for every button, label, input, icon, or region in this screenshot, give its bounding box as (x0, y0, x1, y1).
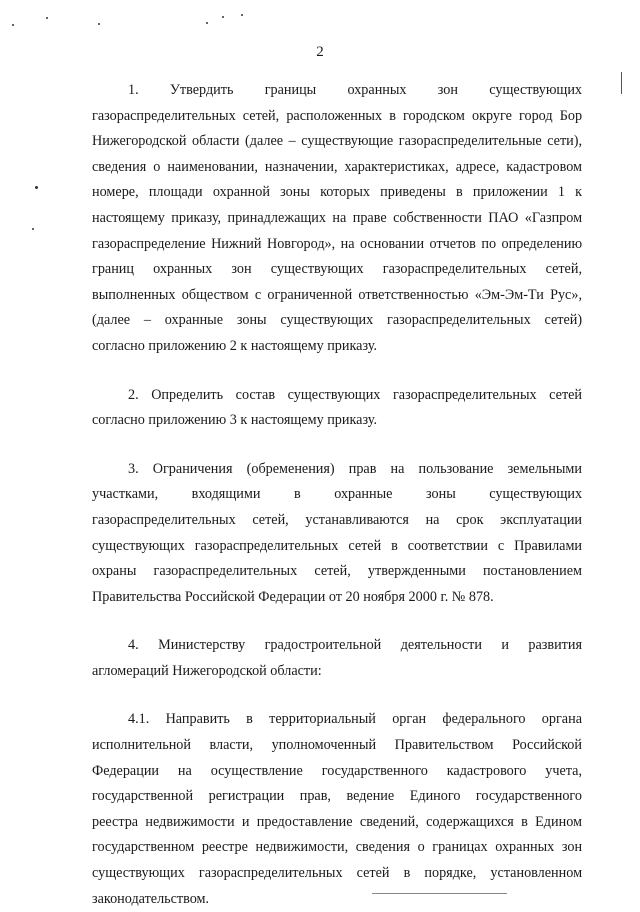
text-line: согласно приложению 3 к настоящему приказу. (92, 412, 377, 429)
text-line: сведения о наименовании, назначении, характеристиках, адресе, кадастровом (92, 158, 582, 175)
text-line: законодательством. (92, 890, 210, 907)
text-line: государственном реестре недвижимости, сведения о границах охранных зон (92, 839, 582, 856)
text-line: реестра недвижимости и предоставление сведений, содержащихся в Едином (92, 813, 582, 830)
scan-speck (206, 22, 208, 24)
text-line: существующих газораспределительных сетей в порядке, установленном (92, 865, 582, 882)
text-line: газораспределение Нижний Новгород», на основании отчетов по определению (92, 235, 582, 252)
scan-speck (98, 23, 100, 25)
scan-speck (32, 228, 34, 230)
text-line: Федерации на осуществление государственного кадастрового учета, (92, 762, 582, 779)
paragraph-4-1 (92, 707, 582, 912)
scan-speck (35, 186, 38, 189)
text-line: Нижегородской области (далее – существующие газораспределительные сети), (92, 133, 582, 150)
text-line: газораспределительных сетей, устанавливаются на срок эксплуатации (92, 511, 582, 528)
page-number: 2 (316, 44, 324, 60)
text-line: 4.1. Направить в территориальный орган федерального органа (128, 711, 582, 728)
text-line: выполненных обществом с ограниченной ответственностью «Эм-Эм-Ти Рус», (92, 286, 582, 303)
text-line: 2. Определить состав существующих газораспределительных сетей (128, 386, 582, 403)
scan-speck (12, 24, 14, 26)
text-line: существующих газораспределительных сетей в соответствии с Правилами (92, 537, 582, 554)
paragraph-3 (92, 457, 582, 611)
text-line: исполнительной власти, уполномоченный Правительством Российской (92, 737, 582, 754)
scan-edge-mark (621, 72, 622, 94)
text-line: границ охранных зон существующих газораспределительных сетей, (92, 261, 582, 278)
paragraph-1 (92, 78, 582, 360)
text-line: 1. Утвердить границы охранных зон существующих (128, 82, 582, 98)
text-line: агломераций Нижегородской области: (92, 662, 322, 679)
paragraph-2 (92, 383, 582, 434)
text-line: газораспределительных сетей, расположенных в городском округе город Бор (92, 107, 582, 124)
scan-speck (241, 14, 243, 16)
paragraph-4 (92, 633, 582, 684)
text-line: участками, входящими в охранные зоны существующих (92, 486, 582, 503)
text-line: 3. Ограничения (обременения) прав на пользование земельными (128, 460, 582, 477)
text-line: 4. Министерству градостроительной деятельности и развития (128, 637, 582, 654)
document-body (92, 78, 582, 912)
text-line: настоящему приказу, принадлежащих на праве собственности ПАО «Газпром (92, 209, 582, 226)
footer-rule (372, 893, 507, 894)
text-line: согласно приложению 2 к настоящему приказу. (92, 337, 377, 354)
text-line: охраны газораспределительных сетей, утвержденными постановлением (92, 563, 582, 580)
scan-speck (222, 16, 224, 18)
scan-speck (46, 17, 48, 19)
text-line: номере, площади охранной зоны которых приведены в приложении 1 к (92, 184, 582, 201)
text-line: (далее – охранные зоны существующих газораспределительных сетей) (92, 312, 582, 329)
text-line: Правительства Российской Федерации от 20 ноября 2000 г. № 878. (92, 588, 494, 605)
text-line: государственной регистрации прав, ведение Единого государственного (92, 788, 582, 805)
